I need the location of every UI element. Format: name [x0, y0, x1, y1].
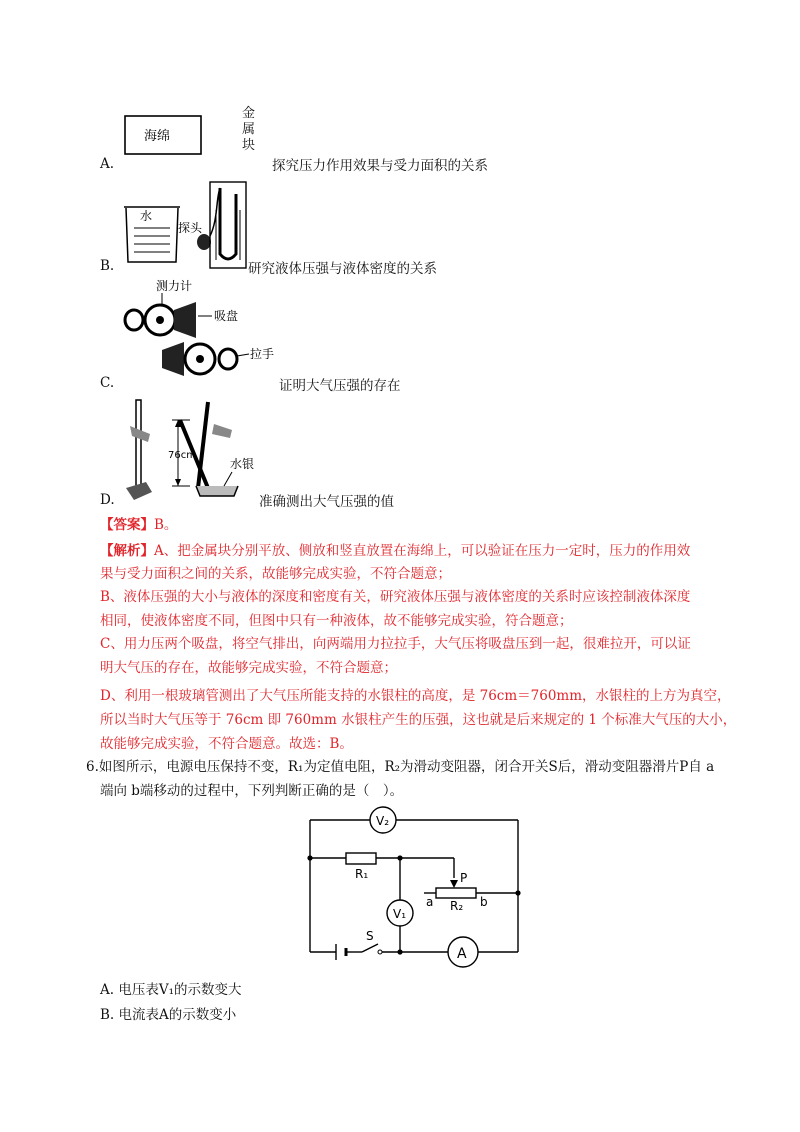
figure-a-sponge-block — [120, 104, 250, 164]
suction-cup-label: 吸盘 — [214, 309, 239, 323]
analysis-line-7: D、利用一根玻璃管测出了大气压所能支持的水银柱的高度，是 76cm＝760mm，水银柱的上方为真空， — [100, 688, 731, 704]
force-meter-label: 测力计 — [156, 279, 193, 293]
option-c-letter: C. — [100, 375, 115, 391]
probe-label: 探头 — [178, 221, 203, 235]
analysis-line-8: 所以当时大气压等于 76cm 即 760mm 水银柱产生的压强，这也就是后来规定的 1 个标准大气压的大小， — [100, 712, 737, 728]
b-end-label: b — [480, 895, 488, 909]
q6-option-a-text: 电压表V₁的示数变大 — [118, 982, 242, 998]
option-b-text: 研究液体压强与液体密度的关系 — [248, 261, 437, 277]
p-label: P — [460, 871, 468, 885]
answer-tag: 【答案】 — [100, 517, 154, 533]
a-end-label: a — [426, 895, 434, 909]
height-label: 76cm — [168, 450, 196, 461]
circuit-diagram — [300, 800, 540, 970]
sponge-label: 海绵 — [144, 129, 171, 144]
q6-option-b — [100, 1003, 236, 1023]
figure-d-torricelli — [120, 396, 255, 506]
q6-option-a — [100, 978, 242, 998]
option-c-text: 证明大气压强的存在 — [279, 378, 401, 394]
analysis-text-1: A、把金属块分别平放、侧放和竖直放置在海绵上，可以验证在压力一定时，压力的作用效 — [154, 543, 691, 559]
analysis-line-1 — [100, 539, 690, 559]
r1-label: R₁ — [355, 867, 369, 881]
v1-label: V₁ — [393, 907, 407, 921]
answer-value: B。 — [154, 517, 178, 533]
ammeter-label: A — [457, 946, 467, 962]
q6-option-a-letter: A. — [100, 982, 115, 998]
water-label: 水 — [140, 209, 153, 223]
analysis-line-3: B、液体压强的大小与液体的深度和密度有关，研究液体压强与液体密度的关系时应该控制液体深度 — [100, 589, 691, 605]
option-a-text: 探究压力作用效果与受力面积的关系 — [272, 158, 488, 174]
metal-block-label: 金属块 — [242, 106, 256, 153]
figure-b-pressure-probe — [120, 180, 260, 270]
q6-option-b-text: 电流表A的示数变小 — [118, 1007, 237, 1023]
v2-label: V₂ — [376, 814, 390, 828]
option-b-letter: B. — [100, 258, 115, 274]
analysis-tag: 【解析】 — [100, 543, 154, 559]
question-6-line-2: 端向 b端移动的过程中，下列判断正确的是（ ）。 — [100, 783, 404, 799]
q6-option-b-letter: B. — [100, 1007, 115, 1023]
analysis-line-9: 故能够完成实验，不符合题意。故选：B。 — [100, 736, 353, 752]
switch-label: S — [366, 929, 374, 943]
mercury-label: 水银 — [230, 457, 255, 471]
analysis-line-6: 明大气压的存在，故能够完成实验，不符合题意； — [100, 660, 397, 676]
r2-label: R₂ — [450, 899, 464, 913]
analysis-line-5: C、用力压两个吸盘，将空气排出，向两端用力拉拉手，大气压将吸盘压到一起，很难拉开，可以证 — [100, 636, 691, 652]
handle-label: 拉手 — [250, 347, 275, 361]
option-d-text: 准确测出大气压强的值 — [259, 494, 394, 510]
answer-line — [100, 513, 177, 533]
analysis-line-2: 果与受力面积之间的关系，故能够完成实验，不符合题意； — [100, 566, 451, 582]
question-6-line-1: 6.如图所示，电源电压保持不变，R₁为定值电阻，R₂为滑动变阻器，闭合开关S后，滑动变阻器滑片P自 a — [86, 759, 715, 775]
option-a-letter: A. — [100, 156, 115, 172]
option-d-letter: D. — [100, 492, 115, 508]
analysis-line-4: 相同，使液体密度不同，但图中只有一种液体，故不能够完成实验，符合题意； — [100, 613, 573, 629]
figure-c-suction-cups — [122, 280, 282, 380]
